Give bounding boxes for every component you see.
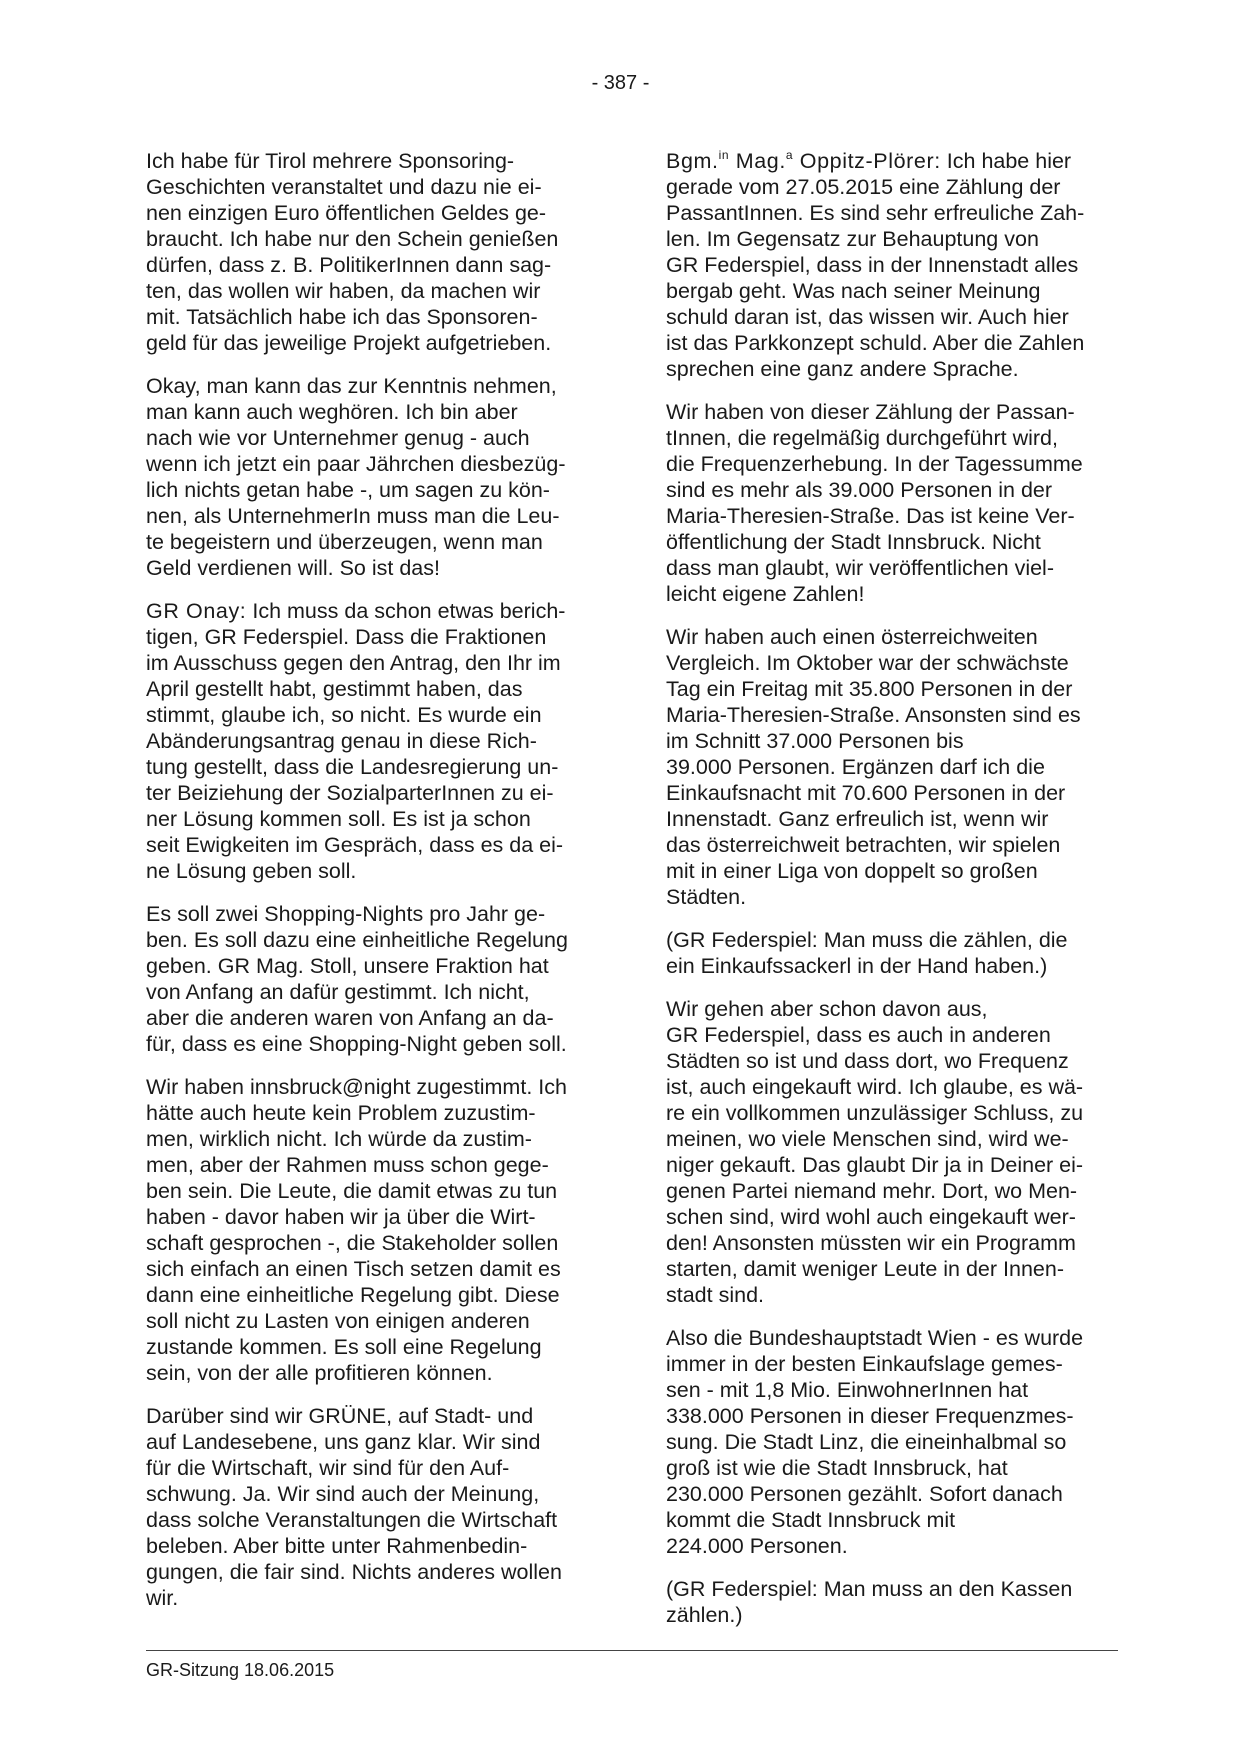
paragraph: Wir haben innsbruck@night zugestimmt. Ich hätte auch heute kein Problem zuzustim- men, wirklich nicht. Ich würde da zustim- men, aber der Rahmen muss schon gege- ben sein. Die Leute, die damit etwas zu tun haben - davor haben wir ja über die Wirt- schaft gesprochen -, die Stakeholder sollen sich einfach an einen Tisch setzen damit es dann eine einheitliche Regelung gibt. Diese soll nicht zu Lasten von einigen anderen zustande kommen. Es soll eine Regelung sein, von der alle profitieren können. [146, 1075, 567, 1385]
page-number: - 387 - [591, 72, 650, 94]
speaker-title: Mag. [729, 149, 786, 173]
paragraph: Es soll zwei Shopping-Nights pro Jahr ge- ben. Es soll dazu eine einheitliche Regelung geben. GR Mag. Stoll, unsere Fraktion hat von Anfang an dafür gestimmt. Ich nicht, aber die anderen waren von Anfang an da- für, dass es eine Shopping-Night geben soll. [146, 902, 568, 1056]
speaker-name: GR Onay: [146, 599, 247, 623]
speaker-surname: Oppitz-Plörer: [793, 149, 941, 173]
paragraph-onay [146, 598, 598, 884]
footer-divider [146, 1650, 1118, 1651]
paragraph: Wir haben auch einen österreichweiten Vergleich. Im Oktober war der schwächste Tag ein Freitag mit 35.800 Personen in der Maria-Theresien-Straße. Ansonsten sind es im Schnitt 37.000 Personen bis 39.000 Personen. Ergänzen darf ich die Einkaufsnacht mit 70.600 Personen in der Innenstadt. Ganz erfreulich ist, wenn wir das österreichweit betrachten, wir spielen mit in einer Liga von doppelt so großen Städten. [666, 625, 1081, 909]
speaker-name [666, 149, 941, 173]
paragraph: Wir haben von dieser Zählung der Passan- tInnen, die regelmäßig durchgeführt wird, die Frequenzerhebung. In der Tagessumme sind es mehr als 39.000 Personen in der Maria-Theresien-Straße. Das ist keine Ver- öffentlichung der Stadt Innsbruck. Nicht dass man glaubt, wir veröffentlichen viel- leicht eigene Zahlen! [666, 400, 1083, 606]
paragraph: Also die Bundeshauptstadt Wien - es wurde immer in der besten Einkaufslage gemes- sen - mit 1,8 Mio. EinwohnerInnen hat 338.000 Personen in dieser Frequenzmes- sung. Die Stadt Linz, die eineinhalbmal so groß ist wie die Stadt Innsbruck, hat 230.000 Personen gezählt. Sofort danach kommt die Stadt Innsbruck mit 224.000 Personen. [666, 1326, 1084, 1558]
paragraph: Ich habe für Tirol mehrere Sponsoring- Geschichten veranstaltet und dazu nie ei- nen einzigen Euro öffentlichen Geldes ge- braucht. Ich habe nur den Schein genießen dürfen, dass z. B. PolitikerInnen dann sag- ten, das wollen wir haben, da machen wir mit. Tatsächlich habe ich das Sponsoren- geld für das jeweilige Projekt aufgetrieben. [146, 149, 559, 355]
paragraph: Darüber sind wir GRÜNE, auf Stadt- und auf Landesebene, uns ganz klar. Wir sind für die Wirtschaft, wir sind für den Auf- schwung. Ja. Wir sind auch der Meinung, dass solche Veranstaltungen die Wirtschaft beleben. Aber bitte unter Rahmenbedin- gungen, die fair sind. Nichts anderes wollen wir. [146, 1404, 562, 1610]
speaker-title: Bgm. [666, 149, 719, 173]
paragraph-mayor [666, 148, 1126, 382]
left-column [146, 148, 598, 1628]
footer-session-date: GR-Sitzung 18.06.2015 [146, 1660, 335, 1680]
superscript: a [785, 148, 794, 162]
paragraph: Wir gehen aber schon davon aus, GR Federspiel, dass es auch in anderen Städten so ist und dass dort, wo Frequenz ist, auch eingekauft wird. Ich glaube, es wä- re ein vollkommen unzulässiger Schluss, zu meinen, wo viele Menschen sind, wird we- niger gekauft. Das glaubt Dir ja in Deiner ei- genen Partei niemand mehr. Dort, wo Men- schen sind, wird wohl auch eingekauft wer- den! Ansonsten müssten wir ein Programm starten, damit weniger Leute in der Innen- stadt sind. [666, 997, 1084, 1307]
paragraph: Okay, man kann das zur Kenntnis nehmen, man kann auch weghören. Ich bin aber nach wie vor Unternehmer genug - auch wenn ich jetzt ein paar Jährchen diesbezüg- lich nichts getan habe -, um sagen zu kön- nen, als UnternehmerIn muss man die Leu- te begeistern und überzeugen, wenn man Geld verdienen will. So ist das! [146, 374, 566, 580]
speech-text: Ich muss da schon etwas berich- tigen, GR Federspiel. Dass die Fraktionen im Ausschuss gegen den Antrag, den Ihr im April gestellt habt, gestimmt haben, das stimmt, glaube ich, so nicht. Es wurde ein Abänderungsantrag genau in diese Rich- tung gestellt, dass die Landesregierung un- ter Beiziehung der SozialparterInnen zu ei- ner Lösung kommen soll. Es ist ja schon seit Ewigkeiten im Gespräch, dass es da ei- ne Lösung geben soll. [146, 599, 566, 883]
superscript: in [718, 148, 730, 162]
interjection: (GR Federspiel: Man muss die zählen, die ein Einkaufssackerl in der Hand haben.) [666, 928, 1068, 978]
speech-text: Ich habe hier gerade vom 27.05.2015 eine Zählung der PassantInnen. Es sind sehr erfreuliche Zah- len. Im Gegensatz zur Behauptung von GR Federspiel, dass in der Innenstadt alles bergab geht. Was nach seiner Meinung schuld daran ist, das wissen wir. Auch hier ist das Parkkonzept schuld. Aber die Zahlen sprechen eine ganz andere Sprache. [666, 149, 1085, 381]
right-column [666, 148, 1126, 1645]
interjection: (GR Federspiel: Man muss an den Kassen zählen.) [666, 1577, 1073, 1627]
